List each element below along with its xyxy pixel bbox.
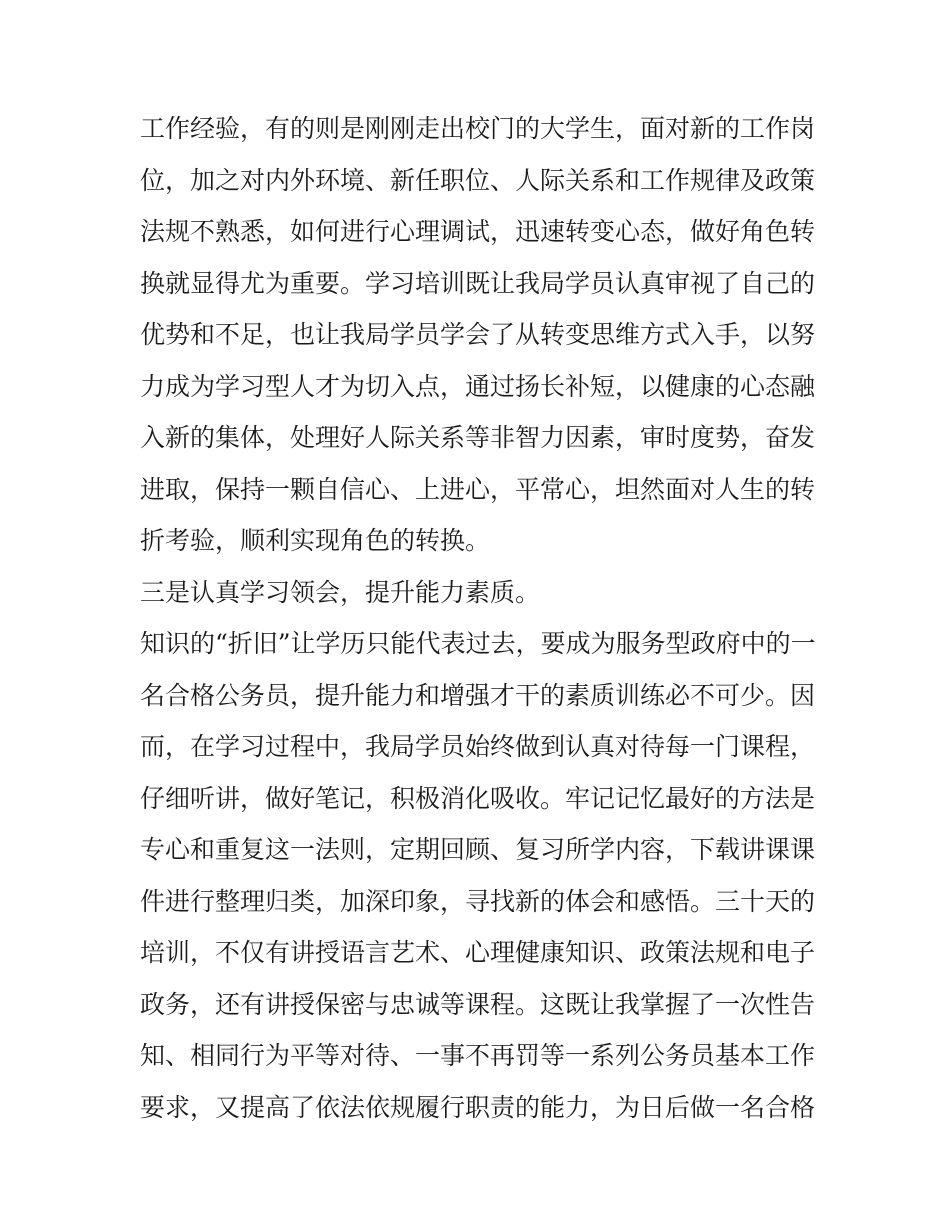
text-line: 知、相同行为平等对待、一事不再罚等一系列公务员基本工作 (140, 1041, 816, 1070)
text-line: 要求，又提高了依法依规履行职责的能力，为日后做一名合格 (140, 1092, 816, 1122)
text-line: 优势和不足，也让我局学员学会了从转变思维方式入手，以努 (140, 320, 816, 349)
text-line: 知识的“折旧”让学历只能代表过去，要成为服务型政府中的一 (140, 629, 816, 658)
text-line: 仔细听讲，做好笔记，积极消化吸收。牢记记忆最好的方法是 (140, 783, 816, 813)
body-text (140, 103, 820, 1133)
text-line: 而，在学习过程中，我局学员始终做到认真对待每一门课程， (140, 732, 816, 761)
text-line: 法规不熟悉，如何进行心理调试，迅速转变心态，做好角色转 (140, 217, 816, 246)
text-line: 入新的集体，处理好人际关系等非智力因素，审时度势，奋发 (140, 423, 816, 452)
section-heading: 三是认真学习领会，提升能力素质。 (140, 577, 541, 607)
text-line: 名合格公务员，提升能力和增强才干的素质训练必不可少。因 (140, 680, 816, 710)
text-line: 位，加之对内外环境、新任职位、人际关系和工作规律及政策 (140, 165, 816, 195)
text-line: 件进行整理归类，加深印象，寻找新的体会和感悟。三十天的 (140, 886, 816, 916)
text-line: 力成为学习型人才为切入点，通过扬长补短，以健康的心态融 (140, 371, 816, 401)
text-line: 工作经验，有的则是刚刚走出校门的大学生，面对新的工作岗 (140, 114, 816, 143)
text-line: 进取，保持一颗自信心、上进心，平常心，坦然面对人生的转 (140, 474, 816, 504)
text-line: 专心和重复这一法则，定期回顾、复习所学内容，下载讲课课 (140, 835, 816, 864)
text-line: 政务，还有讲授保密与忠诚等课程。这既让我掌握了一次性告 (140, 989, 816, 1019)
text-line: 折考验，顺利实现角色的转换。 (140, 526, 491, 555)
text-line: 换就显得尤为重要。学习培训既让我局学员认真审视了自己的 (140, 268, 816, 298)
text-line: 培训，不仅有讲授语言艺术、心理健康知识、政策法规和电子 (140, 938, 816, 967)
